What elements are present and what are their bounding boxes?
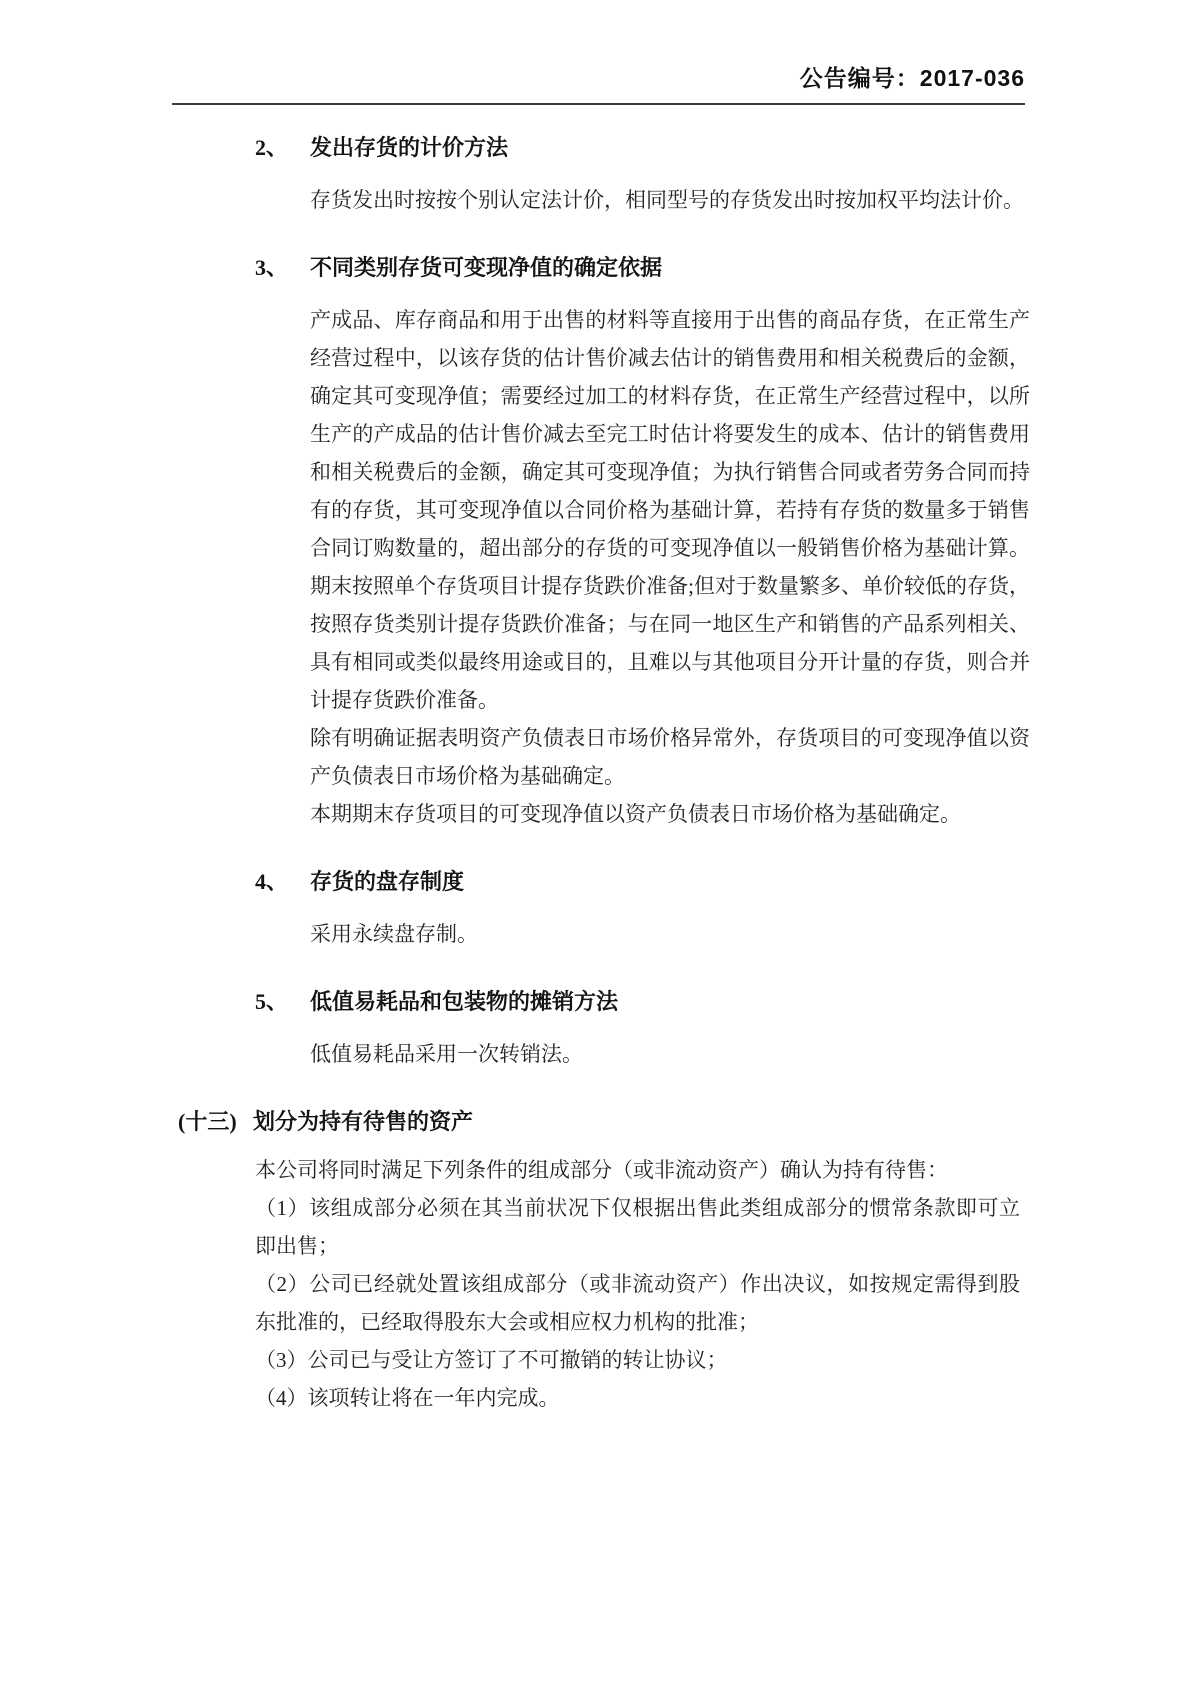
subsection-body <box>178 1151 1025 1417</box>
paragraph: （2）公司已经就处置该组成部分（或非流动资产）作出决议，如按规定需得到股东批准的，已经取得股东大会或相应权力机构的批准； <box>255 1272 1020 1334</box>
section-heading <box>255 989 1025 1015</box>
subsection-title: 划分为持有待售的资产 <box>253 1109 474 1134</box>
paragraph: 本期期末存货项目的可变现净值以资产负债表日市场价格为基础确定。 <box>310 802 961 826</box>
paragraph: 存货发出时按按个别认定法计价，相同型号的存货发出时按加权平均法计价。 <box>310 188 1024 212</box>
section-body <box>255 181 1025 219</box>
section-4 <box>255 869 1025 953</box>
section-body <box>255 1035 1025 1073</box>
section-3 <box>255 255 1030 833</box>
announcement-number: 公告编号：2017-036 <box>799 65 1025 91</box>
section-5 <box>255 989 1025 1073</box>
header-divider <box>172 103 1025 105</box>
section-heading <box>255 869 1025 895</box>
section-title: 低值易耗品和包装物的摊销方法 <box>310 989 619 1014</box>
section-body <box>255 915 1025 953</box>
section-2 <box>255 135 1025 219</box>
section-number: 4、 <box>255 869 289 894</box>
paragraph: 本公司将同时满足下列条件的组成部分（或非流动资产）确认为持有待售： <box>255 1158 948 1182</box>
section-title: 存货的盘存制度 <box>310 869 465 894</box>
paragraph: 产成品、库存商品和用于出售的材料等直接用于出售的商品存货，在正常生产经营过程中，以该存货的估计售价减去估计的销售费用和相关税费后的金额，确定其可变现净值；需要经过加工的材料存货，在正常生产经营过程中，以所生产的产成品的估计售价减去至完工时估计将要发生的成本、估计的销售费用和相关税费后的金额，确定其可变现净值；为执行销售合同或者劳务合同而持有的存货，其可变现净值以合同价格为基础计算，若持有存货的数量多于销售合同订购数量的，超出部分的存货的可变现净值以一般销售价格为基础计算。期末按照单个存货项目计提存货跌价准备;但对于数量繁多、单价较低的存货，按照存货类别计提存货跌价准备；与在同一地区生产和销售的产品系列相关、具有相同或类似最终用途或目的，且难以与其他项目分开计量的存货，则合并计提存货跌价准备。 <box>310 308 1030 712</box>
paragraph: （3）公司已与受让方签订了不可撤销的转让协议； <box>255 1348 728 1372</box>
paragraph: 采用永续盘存制。 <box>310 922 478 946</box>
page-header <box>175 60 1025 93</box>
section-heading <box>255 135 1025 161</box>
section-title: 不同类别存货可变现净值的确定依据 <box>310 255 663 280</box>
subsection-heading <box>178 1109 1025 1135</box>
section-body <box>255 301 1030 833</box>
section-heading <box>255 255 1025 281</box>
subsection-13 <box>178 1109 1025 1417</box>
paragraph: （1）该组成部分必须在其当前状况下仅根据出售此类组成部分的惯常条款即可立即出售； <box>255 1196 1020 1258</box>
paragraph: （4）该项转让将在一年内完成。 <box>255 1386 560 1410</box>
section-title: 发出存货的计价方法 <box>310 135 509 160</box>
section-number: 5、 <box>255 989 289 1014</box>
paragraph: 除有明确证据表明资产负债表日市场价格异常外，存货项目的可变现净值以资产负债表日市场价格为基础确定。 <box>310 726 1030 788</box>
section-number: 2、 <box>255 135 289 160</box>
document-content <box>178 135 1030 1417</box>
paragraph: 低值易耗品采用一次转销法。 <box>310 1042 583 1066</box>
subsection-number: (十三) <box>178 1109 237 1134</box>
section-number: 3、 <box>255 255 289 280</box>
